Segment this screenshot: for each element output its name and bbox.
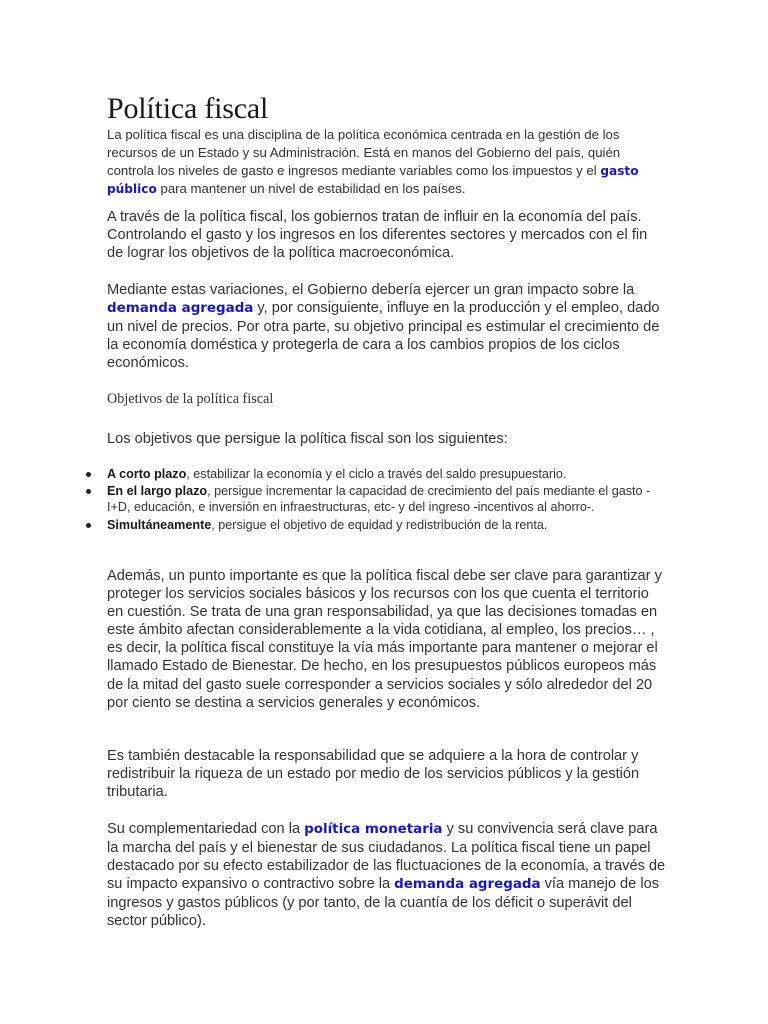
paragraph-1: A través de la política fiscal, los gobiernos tratan de influir en la economía del país. Controlando el gasto y los ingresos en los diferentes sectores y mercados con el fin de lograr los objetivos de la política macroeconómica.: [107, 209, 648, 262]
intro-text-end: para mantener un nivel de estabilidad en los países.: [156, 181, 466, 196]
paragraph-6-part-3: vía manejo de los ingresos y gastos públicos (y por tanto, de la cuantía de los déficit o superávit del sector público).: [107, 876, 659, 930]
list-item: [107, 483, 667, 515]
paragraph-2-start: Mediante estas variaciones, el Gobierno debería ejercer un gran impacto sobre la: [107, 282, 635, 298]
paragraph-3: Los objetivos que persigue la política fiscal son los siguientes:: [107, 431, 508, 447]
list-item-bold: En el largo plazo: [107, 484, 208, 499]
list-item: [107, 466, 667, 482]
objectives-heading: Objetivos de la política fiscal: [107, 391, 274, 407]
paragraph-4: Además, un punto importante es que la política fiscal debe ser clave para garantizar y proteger los servicios sociales básicos y los recursos con los que cuenta el territorio en cuestión. Se trata de una gran responsabilidad, ya que las decisiones tomadas en este ámbito afectan considerablemente a la vida cotidiana, al empleo, los precios… , es decir, la política fiscal constituye la vía más importante para mantener o mejorar el llamado Estado de Bienestar. De hecho, en los presupuestos públicos europeos más de la mitad del gasto suele corresponder a servicios sociales y sólo alrededor del 20 por ciento se destina a servicios generales y económicos.: [107, 568, 662, 711]
politica-monetaria-link[interactable]: política monetaria: [304, 822, 443, 837]
list-item-text: , estabilizar la economía y el ciclo a través del saldo presupuestario.: [186, 467, 567, 481]
paragraph-6: [107, 820, 667, 931]
paragraph-2-end: y, por consiguiente, influye en la producción y el empleo, dado un nivel de precios. Por otra parte, su objetivo principal es estimular el crecimiento de la economía doméstica y protegerla de cara a los cambios propios de los ciclos económicos.: [107, 300, 660, 372]
paragraph-5: Es también destacable la responsabilidad que se adquiere a la hora de controlar y redistribuir la riqueza de un estado por medio de los servicios públicos y la gestión tributaria.: [107, 748, 640, 801]
list-item-bold: Simultáneamente: [107, 517, 212, 532]
list-item-bold: A corto plazo: [107, 467, 187, 481]
intro-text-start: La política fiscal es una disciplina de la política económica centrada en la gestión de los recursos de un Estado y su Administración. Está en manos del Gobierno del país, quién controla los niveles de gasto e ingresos mediante variables como los impuestos y el: [107, 127, 621, 178]
intro-paragraph: [107, 126, 667, 198]
list-item: [107, 517, 667, 533]
demanda-agregada-link[interactable]: demanda agregada: [107, 301, 254, 317]
objectives-list: [107, 466, 667, 534]
list-item-text: , persigue incrementar la capacidad de crecimiento del país mediante el gasto -I+D, educación, e inversión en infraestructuras, etc- y del ingreso -incentivos al ahorro-.: [107, 484, 651, 515]
page-title: Política fiscal: [107, 92, 269, 125]
list-item-text: , persigue el objetivo de equidad y redistribución de la renta.: [211, 517, 548, 532]
paragraph-6-part-1: Su complementariedad con la: [107, 821, 305, 837]
paragraph-6-part-2: y su convivencia será clave para la marcha del país y el bienestar de sus ciudadanos. La política fiscal tiene un papel destacado por su efecto estabilizador de las fluctuaciones de la economía, a través de su impacto expansivo o contractivo sobre la: [107, 821, 666, 893]
demanda-agregada-link-2[interactable]: demanda agregada: [394, 877, 541, 893]
paragraph-2: [107, 281, 667, 372]
gasto-publico-link[interactable]: gasto público: [107, 164, 639, 196]
